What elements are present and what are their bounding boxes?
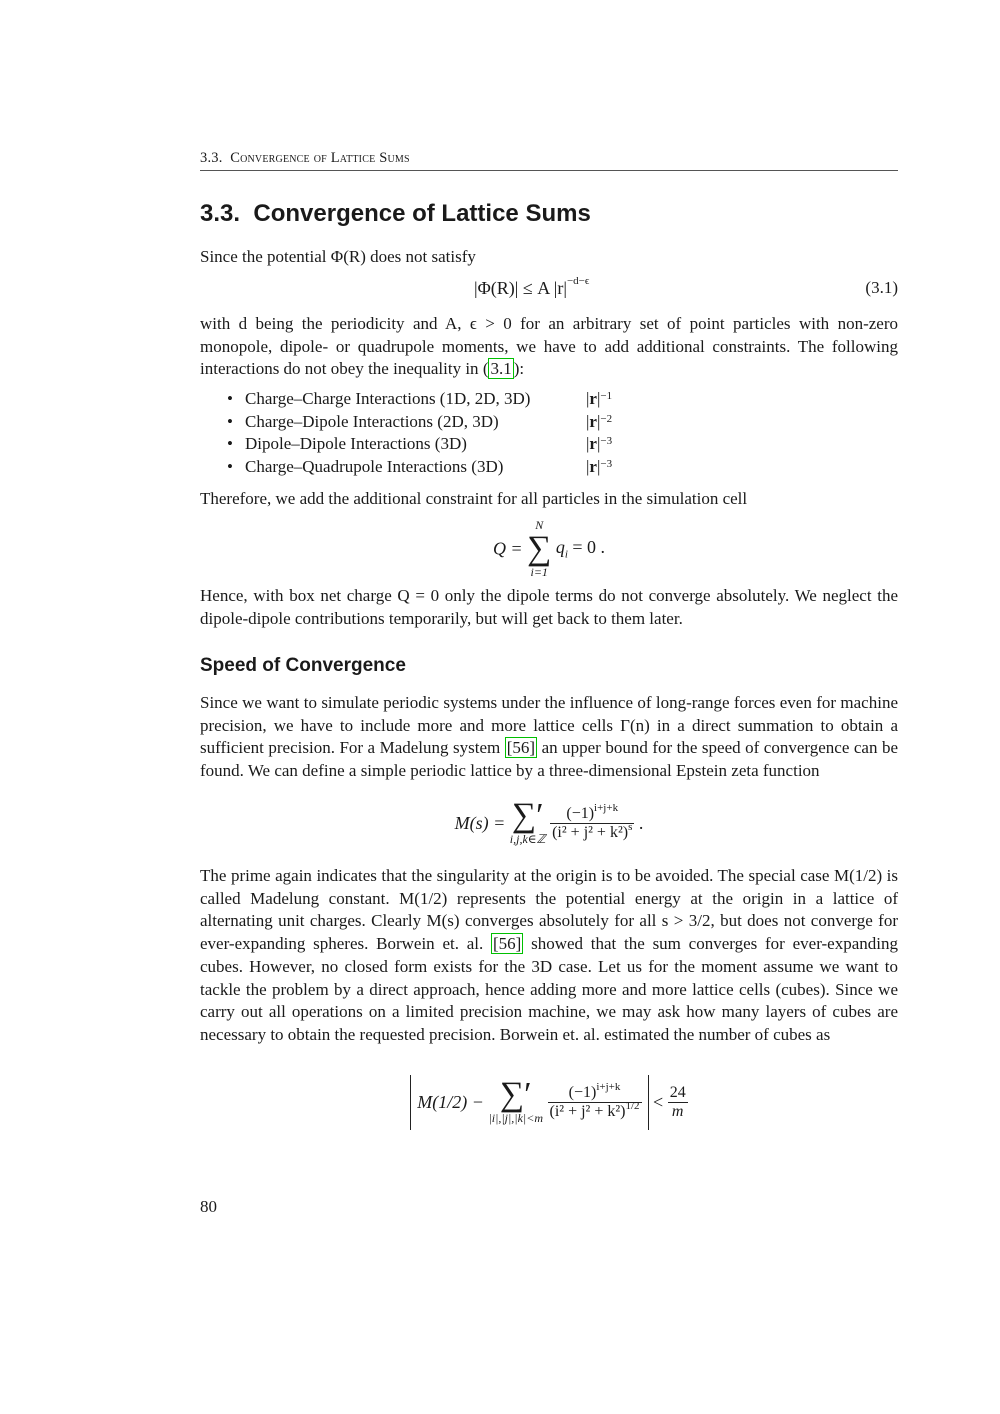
equation-epstein-zeta: M(s) = ∑′ i,j,k∈ℤ $\frac{(-1)^{i+j+k}}{(i^2 + j^2 + k^2)^s}$ .: [454, 797, 644, 846]
citation-link[interactable]: [56]: [506, 738, 536, 758]
equation-3-1-label: (3.1): [865, 278, 898, 297]
subsection-title: Speed of Convergence: [200, 655, 406, 676]
paragraph-therefore: Therefore, we add the additional constraint for all particles in the simulation cell: [200, 489, 748, 508]
page-number: 80: [200, 1197, 217, 1216]
equation-net-charge: Q = N ∑ i=1 $q_i = 0$ .: [492, 518, 606, 579]
list-item: • Charge–Quadrupole Interactions (3D) $|r|^{-3}$: [227, 457, 613, 477]
equation-3-1-lhs: |Φ(R)| ≤ A |r|: [474, 278, 567, 298]
section-number: 3.3.: [200, 200, 241, 227]
absolute-value-bars: M(1/2) − ∑′ |i|,|j|,|k|<m $\frac{(-1)^{i+j+k}}{(i^2 + j^2 + k^2)^{1/2}}$: [410, 1075, 648, 1130]
fraction: $\frac{24}{m}$: [669, 1084, 686, 1120]
fraction: $\frac{(-1)^{i+j+k}}{(i^2 + j^2 + k^2)^{1/2}}$: [549, 1081, 640, 1120]
running-head-title: Convergence of Lattice Sums: [230, 150, 410, 166]
citation-link[interactable]: [56]: [493, 934, 522, 954]
paragraph-constraints: with d being the periodicity and A, ϵ > 0 for an arbitrary set of point particles with non-zero monopole, dipole- or quadrupole moments, we have to add additional constraints. The following interactions do not obey the inequality in ( 3.1 ):: [200, 314, 898, 379]
equation-cube-bound: M(1/2) − ∑′ |i|,|j|,|k|<m $\frac{(-1)^{i+j+k}}{(i^2 + j^2 + k^2)^{1/2}}$ < $\frac{24}{m}$: [200, 1075, 898, 1130]
section-heading: [200, 200, 591, 228]
list-item: • Charge–Charge Interactions (1D, 2D, 3D) $|r|^{-1}$: [227, 389, 613, 408]
list-item: • Charge–Dipole Interactions (2D, 3D) $|r|^{-2}$: [227, 411, 613, 431]
paragraph-net-charge: Hence, with box net charge Q = 0 only the dipole terms do not converge absolutely. We neglect the dipole-dipole contributions temporarily, but will get back to them later.: [200, 586, 898, 628]
fraction: $\frac{(-1)^{i+j+k}}{(i^2 + j^2 + k^2)^s}$: [552, 802, 633, 841]
equation-reference-link[interactable]: 3.1: [490, 359, 512, 379]
summation: N ∑ i=1: [527, 518, 552, 579]
list-item: • Dipole–Dipole Interactions (3D) $|r|^{-3}$: [227, 434, 613, 454]
section-title: Convergence of Lattice Sums: [253, 200, 591, 227]
summation: ∑′ |i|,|j|,|k|<m: [488, 1076, 543, 1125]
summation: ∑′ i,j,k∈ℤ: [509, 797, 546, 846]
paragraph-speed: Since we want to simulate periodic systems under the influence of long-range forces even for machine precision, we have to include more and more lattice cells Γ(n) in a direct summation to obtain a sufficient precision. For a Madelung system [56] an upper bound for the speed of convergence can be found. We can define a simple periodic lattice by a three-dimensional Epstein zeta function: [200, 693, 898, 781]
equation-3-1-exponent: −d−ϵ: [566, 275, 590, 287]
running-head: [200, 150, 898, 171]
paragraph-intro: Since the potential Φ(R) does not satisfy: [200, 247, 476, 266]
paragraph-madelung: The prime again indicates that the singularity at the origin is to be avoided. The special case M(1/2) is called Madelung constant. M(1/2) represents the potential energy at the origin in a lattice of alternating unit charges. Clearly M(s) converges absolutely for all s > 3/2, but does not converge for ever-expanding spheres. Borwein et. al. [56] showed that the sum converges for ever-expanding cubes. However, no closed form exists for the 3D case. Let us for the moment assume we want to tackle the problem by a direct approach, hence adding more and more lattice cells (cubes). Since we carry out all operations on a limited precision machine, we may ask how many layers of cubes are necessary to obtain the requested precision. Borwein et. al. estimated the number of cubes as: [200, 866, 898, 1044]
running-head-number: 3.3.: [200, 150, 223, 166]
interaction-list: [200, 388, 898, 479]
